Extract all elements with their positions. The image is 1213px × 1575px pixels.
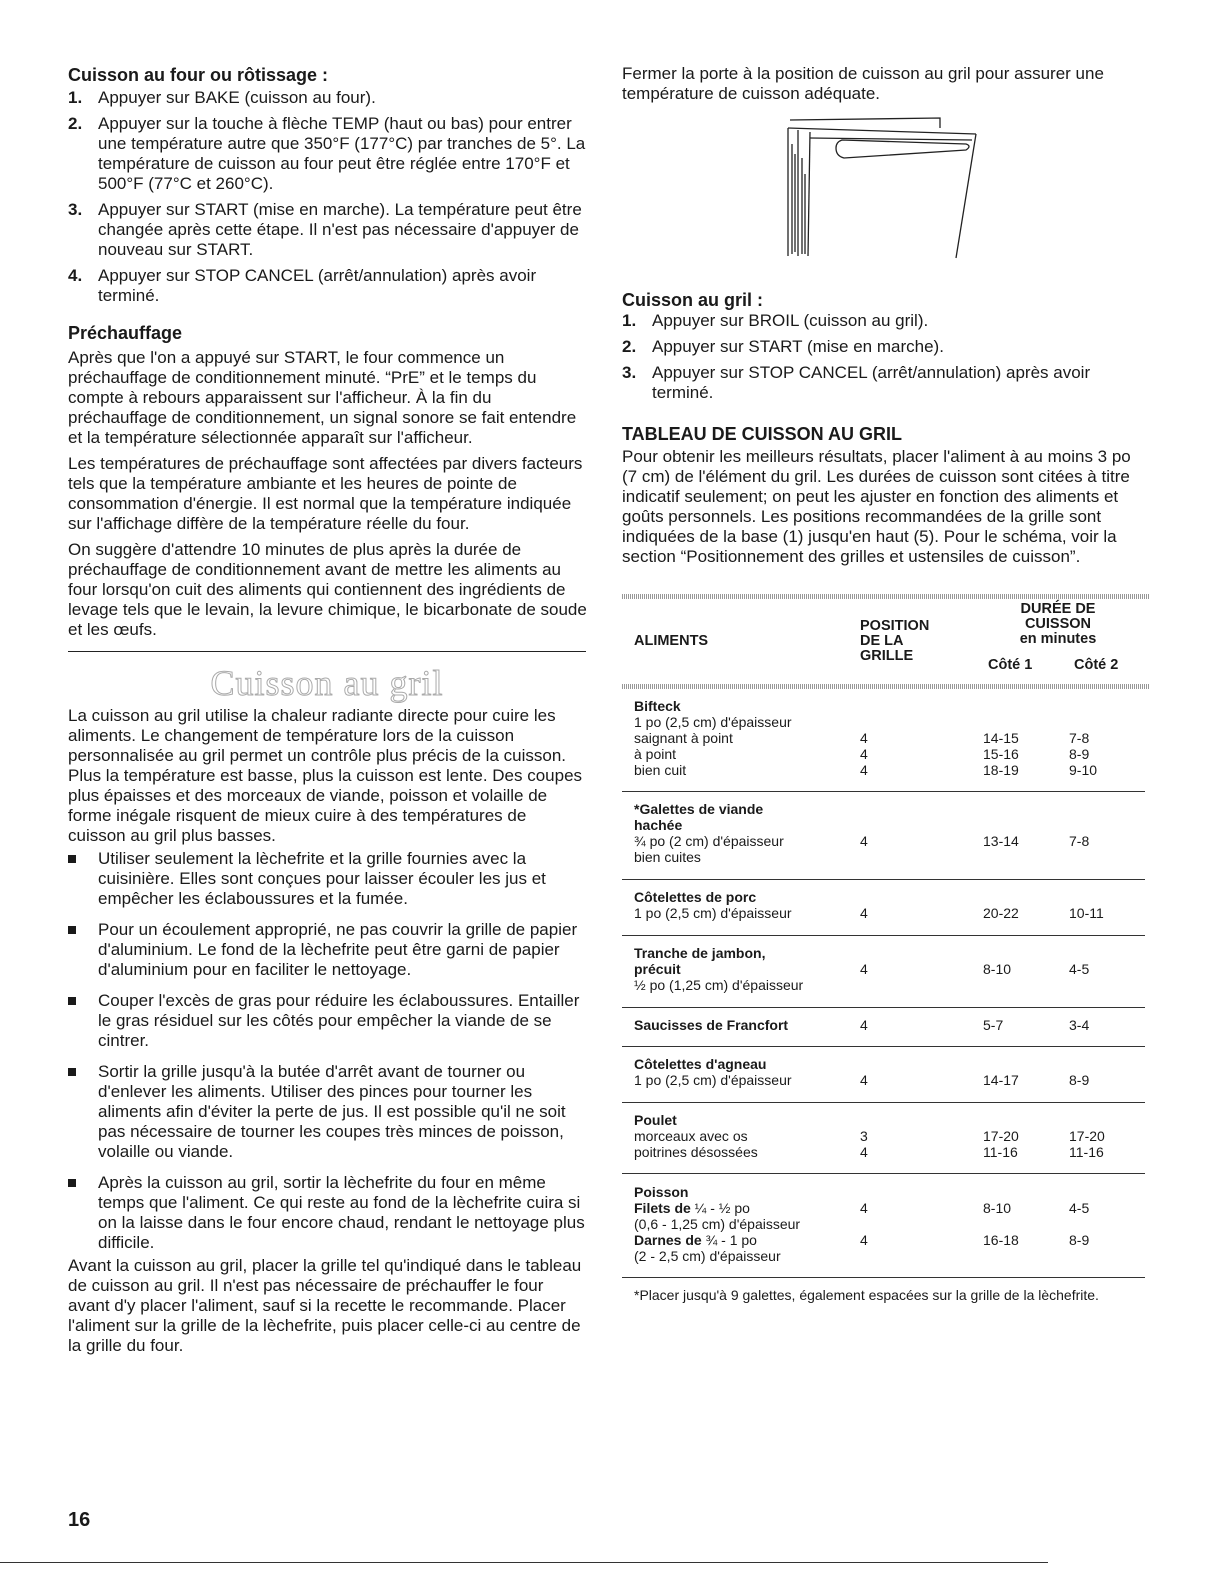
- list-item: 2. Appuyer sur START (mise en marche).: [622, 337, 944, 356]
- table-cell-side2: 10-11: [1069, 905, 1104, 921]
- table-cell-side1: 14-15 15-16 18-19: [983, 730, 1019, 778]
- list-item: 1. Appuyer sur BAKE (cuisson au four).: [68, 88, 376, 107]
- table-cell-side1: 20-22: [983, 905, 1019, 921]
- table-cell-side1: 13-14: [983, 833, 1019, 849]
- list-item: 3. Appuyer sur STOP CANCEL (arrêt/annulation) après avoir terminé.: [622, 363, 1091, 402]
- column-header-food: ALIMENTS: [634, 633, 709, 649]
- table-cell-food: Côtelettes d'agneau 1 po (2,5 cm) d'épaisseur: [634, 1056, 792, 1088]
- preheat-text: [68, 348, 588, 640]
- table-cell-position: 4: [860, 905, 868, 921]
- table-cell-side2: 3-4: [1069, 1017, 1090, 1033]
- table-bottom-rule: [622, 1277, 1145, 1278]
- closing-paragraph: Avant la cuisson au gril, placer la grille tel qu'indiqué dans le tableau de cuisson au gril. Il n'est pas nécessaire de préchauffer le four avant d'y placer l'aliment, sauf si la recette le recommande. Placer l'aliment sur la grille de la lèchefrite, puis placer celle-ci au centre de la grille du four.: [68, 1256, 582, 1355]
- table-cell-food: *Galettes de viande hachée ¾ po (2 cm) d'épaisseur bien cuites: [634, 801, 784, 865]
- table-cell-position: 4 4 4: [860, 730, 868, 778]
- table-row-divider: [622, 1102, 1145, 1103]
- table-cell-side2: 17-20 11-16: [1069, 1128, 1105, 1160]
- table-cell-food: Saucisses de Francfort: [634, 1017, 789, 1033]
- paragraph: Après que l'on a appuyé sur START, le four commence un préchauffage de conditionnement minuté. “PrE” et le temps du compte à rebours apparaissent sur l'afficheur. À la fin du préchauffage de conditionnement, un signal sonore se fait entendre et la température sélectionnée apparaît sur l'afficheur.: [68, 348, 577, 447]
- table-header-rule: [622, 684, 1149, 689]
- table-intro: Pour obtenir les meilleurs résultats, placer l'aliment à au moins 3 po (7 cm) de l'élément du gril. Les durées de cuisson sont citées à titre indicatif seulement; on peut les ajuster en fonction des aliments et goûts personnels. Les positions recommandées de la grille sont indiquées de la base (1) jusqu'en haut (5). Pour le schéma, voir la section “Positionnement des grilles et ustensiles de cuisson”.: [622, 447, 1131, 566]
- table-cell-side2: 7-8: [1069, 833, 1090, 849]
- table-row-divider: [622, 1046, 1145, 1047]
- oven-door-illustration: [780, 114, 980, 264]
- table-heading: TABLEAU DE CUISSON AU GRIL: [622, 424, 903, 444]
- list-item: 1. Appuyer sur BROIL (cuisson au gril).: [622, 311, 929, 330]
- paragraph: Les températures de préchauffage sont affectées par divers facteurs tels que la température ambiante et les heures de pointe de consommation d'énergie. Il est normal que la température indiquée sur l'affichage diffère de la température réelle du four.: [68, 454, 583, 533]
- column-header-position: POSITION DE LA GRILLE: [860, 618, 930, 664]
- column-header-time: DURÉE DE CUISSON en minutes: [1019, 601, 1097, 647]
- table-cell-food: Tranche de jambon, précuit ½ po (1,25 cm) d'épaisseur: [634, 945, 804, 993]
- list-item: Après la cuisson au gril, sortir la lèchefrite du four en même temps que l'aliment. Ce qui reste au fond de la lèchefrite cuira si on la laisse dans le four encore chaud, rendant le nettoyage plus difficile.: [68, 1173, 588, 1253]
- table-cell-side2: 8-9: [1069, 1072, 1090, 1088]
- table-cell-position: 4: [860, 1017, 868, 1033]
- table-cell-side1: 8-10: [983, 1200, 1012, 1216]
- table-row-divider: [622, 1007, 1145, 1008]
- table-cell-side2: 4-5: [1069, 961, 1090, 977]
- table-top-rule: [622, 594, 1149, 599]
- column-header-side2: Côté 2: [1074, 657, 1119, 673]
- table-cell-position: 3 4: [860, 1128, 868, 1160]
- bake-steps: [68, 88, 588, 312]
- paragraph: On suggère d'attendre 10 minutes de plus après la durée de préchauffage de conditionnement avant de mettre les aliments au four lorsqu'on cuit des aliments qui contiennent des ingrédients de levage tels que le levain, la levure chimique, le bicarbonate de soude et les œufs.: [68, 540, 587, 639]
- table-cell-position: 4: [860, 961, 868, 977]
- table-cell-position: 4: [860, 1232, 868, 1248]
- table-cell-food: Poisson Filets de ¼ - ½ po (0,6 - 1,25 cm) d'épaisseur Darnes de ¾ - 1 po (2 - 2,5 cm) d'épaisseur: [634, 1184, 801, 1264]
- broil-steps: [622, 311, 1149, 409]
- list-item: Utiliser seulement la lèchefrite et la grille fournies avec la cuisinière. Elles sont conçues pour laisser écouler les jus et empêcher les éclaboussures et la fumée.: [68, 849, 588, 909]
- table-cell-side1: 8-10: [983, 961, 1012, 977]
- table-cell-side1: 16-18: [983, 1232, 1019, 1248]
- bullet-icon: [68, 926, 76, 934]
- table-cell-side1: 17-20 11-16: [983, 1128, 1019, 1160]
- door-note: Fermer la porte à la position de cuisson au gril pour assurer une température de cuisson adéquate.: [622, 64, 1104, 103]
- bullet-icon: [68, 855, 76, 863]
- broil-tips: [68, 849, 588, 1264]
- table-row-divider: [622, 1173, 1145, 1174]
- table-cell-side2: 8-9: [1069, 1232, 1090, 1248]
- list-item: Sortir la grille jusqu'à la butée d'arrêt avant de tourner ou d'enlever les aliments. Utiliser des pinces pour tourner les aliments afin d'éviter la perte de jus. Il est possible qu'il ne soit pas nécessaire de tourner les coupes très minces de poisson, volaille ou viande.: [68, 1062, 588, 1162]
- table-cell-food: Bifteck 1 po (2,5 cm) d'épaisseur saignant à point à point bien cuit: [634, 698, 792, 778]
- page-number: 16: [68, 1509, 91, 1531]
- broil-intro: La cuisson au gril utilise la chaleur radiante directe pour cuire les aliments. Le changement de température lors de la cuisson personnalisée au gril permet un contrôle plus précis de la cuisson. Plus la température est basse, plus la cuisson est lente. Des coupes plus épaisses et des morceaux de viande, poisson et volaille de forme inégale risquent de mieux cuire à des températures de cuisson au gril plus basses.: [68, 706, 583, 845]
- table-cell-position: 4: [860, 833, 868, 849]
- list-item: Couper l'excès de gras pour réduire les éclaboussures. Entailler le gras résiduel sur les côtés pour empêcher la viande de se cintrer.: [68, 991, 588, 1051]
- table-cell-food: Côtelettes de porc 1 po (2,5 cm) d'épaisseur: [634, 889, 792, 921]
- bake-heading: Cuisson au four ou rôtissage :: [68, 65, 329, 85]
- section-divider: [68, 651, 586, 652]
- preheat-heading: Préchauffage: [68, 323, 183, 343]
- table-cell-position: 4: [860, 1200, 868, 1216]
- page-bottom-rule: [0, 1562, 1048, 1563]
- table-cell-side2: 4-5: [1069, 1200, 1090, 1216]
- bullet-icon: [68, 1179, 76, 1187]
- table-cell-food: Poulet morceaux avec os poitrines désossées: [634, 1112, 758, 1160]
- table-cell-side1: 14-17: [983, 1072, 1019, 1088]
- table-row-divider: [622, 879, 1145, 880]
- bullet-icon: [68, 997, 76, 1005]
- table-footnote: *Placer jusqu'à 9 galettes, également espacées sur la grille de la lèchefrite.: [634, 1287, 1099, 1303]
- table-row-divider: [622, 791, 1145, 792]
- table-row-divider: [622, 935, 1145, 936]
- bullet-icon: [68, 1068, 76, 1076]
- list-item: 4. Appuyer sur STOP CANCEL (arrêt/annulation) après avoir terminé.: [68, 266, 537, 305]
- broil-heading: Cuisson au gril :: [622, 290, 764, 310]
- column-header-side1: Côté 1: [988, 657, 1033, 673]
- list-item: Pour un écoulement approprié, ne pas couvrir la grille de papier d'aluminium. Le fond de la lèchefrite peut être garni de papier d'aluminium pour en faciliter le nettoyage.: [68, 920, 588, 980]
- table-cell-side1: 5-7: [983, 1017, 1004, 1033]
- list-item: 3. Appuyer sur START (mise en marche). La température peut être changée après cette étape. Il n'est pas nécessaire d'appuyer de nouveau sur START.: [68, 200, 582, 259]
- section-title: Cuisson au gril: [210, 663, 444, 703]
- table-cell-side2: 7-8 8-9 9-10: [1069, 730, 1098, 778]
- table-cell-position: 4: [860, 1072, 868, 1088]
- list-item: 2. Appuyer sur la touche à flèche TEMP (haut ou bas) pour entrer une température autre que 350°F (177°C) par tranches de 5°. La température de cuisson au four peut être réglée entre 170°F et 500°F (77°C et 260°C).: [68, 114, 586, 193]
